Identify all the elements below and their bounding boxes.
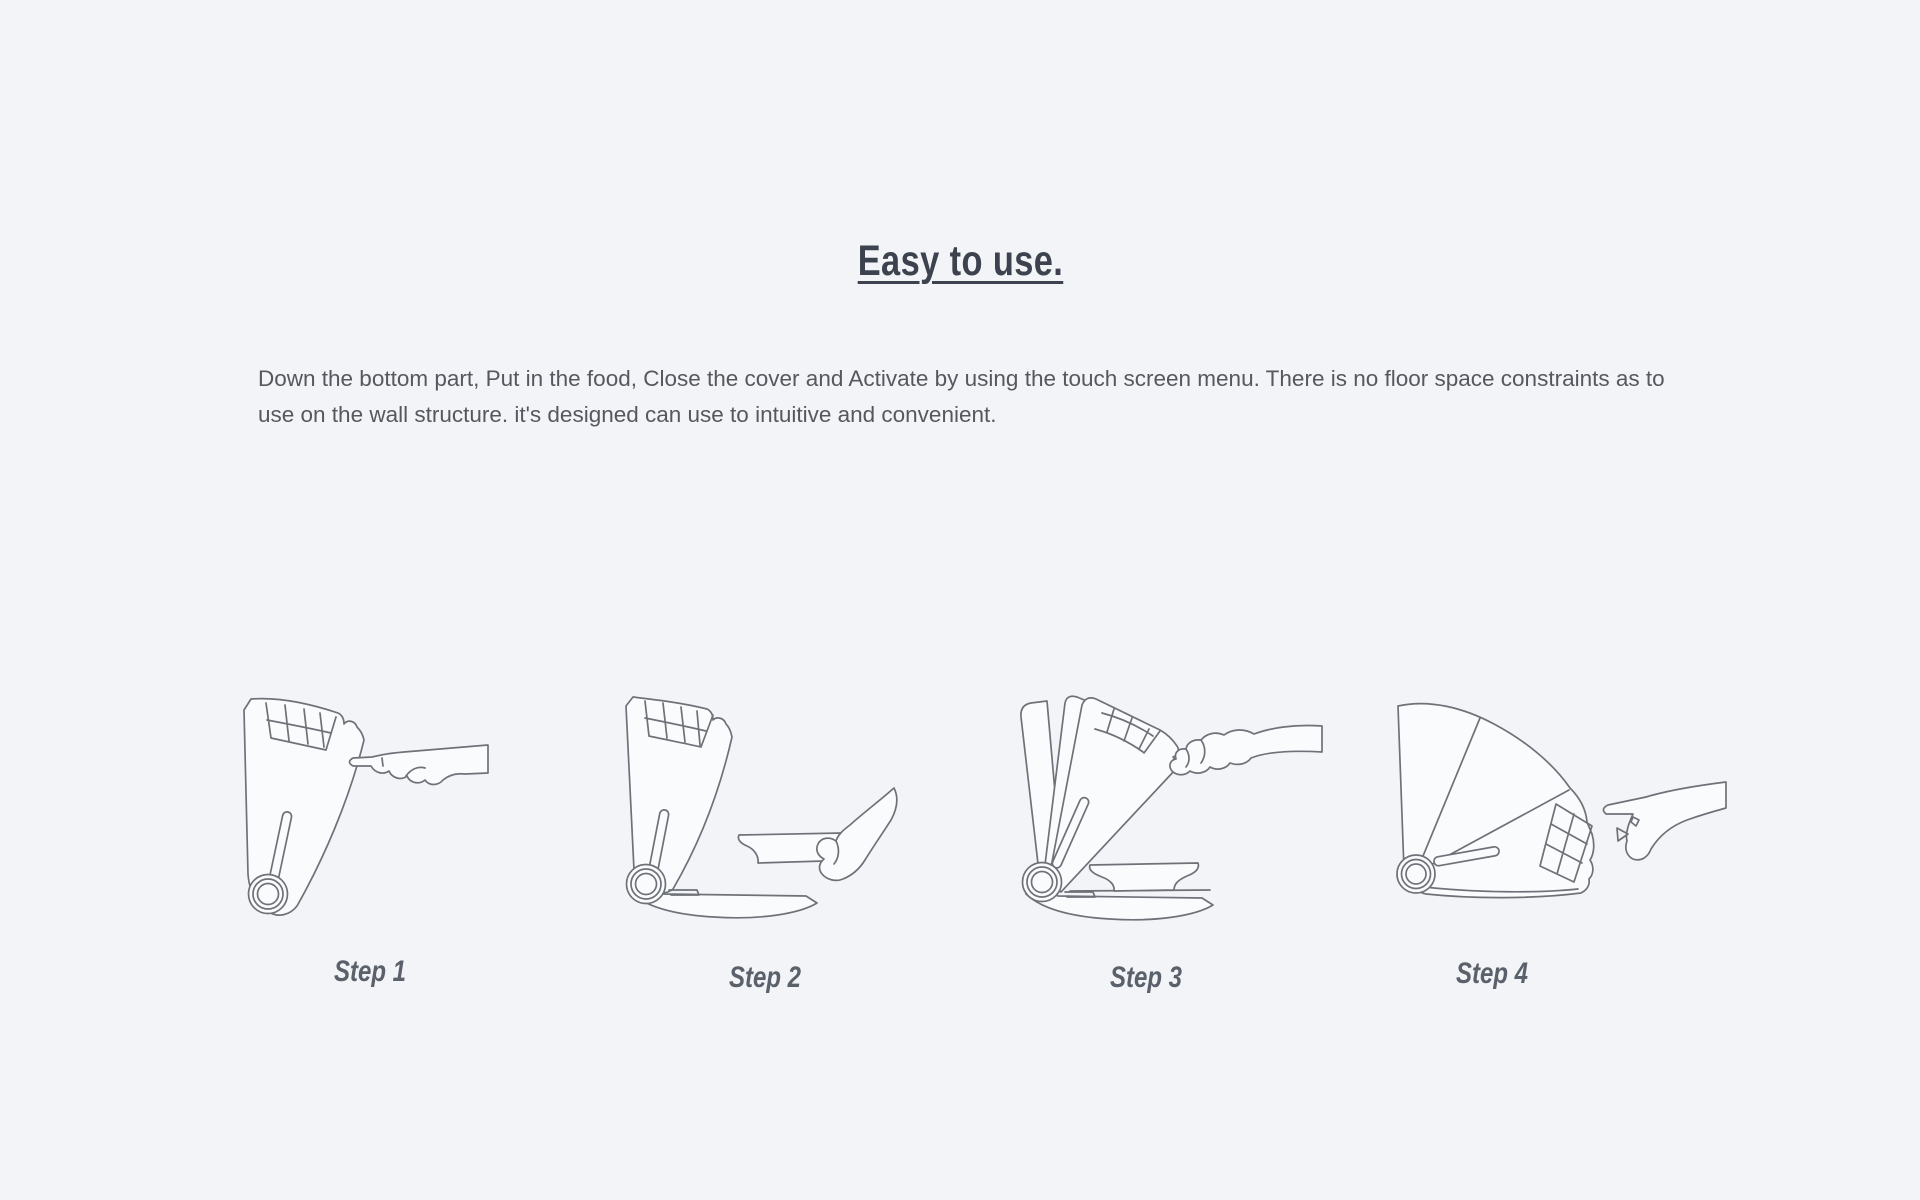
step-2-figure [610,690,920,996]
food-dish [1090,863,1199,891]
step-2-label: Step 2 [728,961,802,994]
section-title [0,237,1920,285]
section-description: Down the bottom part, Put in the food, Close the cover and Activate by using the touch screen menu. There is no floor space constraints as to use on the wall structure. it's designed can use to intuitive and convenient. [258,366,1665,427]
closing-hand [1170,725,1322,774]
step-3-illustration [1010,690,1330,934]
section-title-text: Easy to use. [857,237,1063,285]
step-2-illustration [610,690,920,934]
step-3-label: Step 3 [1109,961,1183,994]
pointing-hand [350,745,489,785]
step-1-illustration [230,690,510,928]
step-4-illustration [1390,690,1730,930]
step-3-figure [1010,690,1330,996]
step-1-figure [230,690,510,990]
step-4-label: Step 4 [1455,957,1529,990]
step-4-figure [1390,690,1730,992]
touching-hand [1603,782,1726,860]
step-1-label: Step 1 [333,955,407,988]
